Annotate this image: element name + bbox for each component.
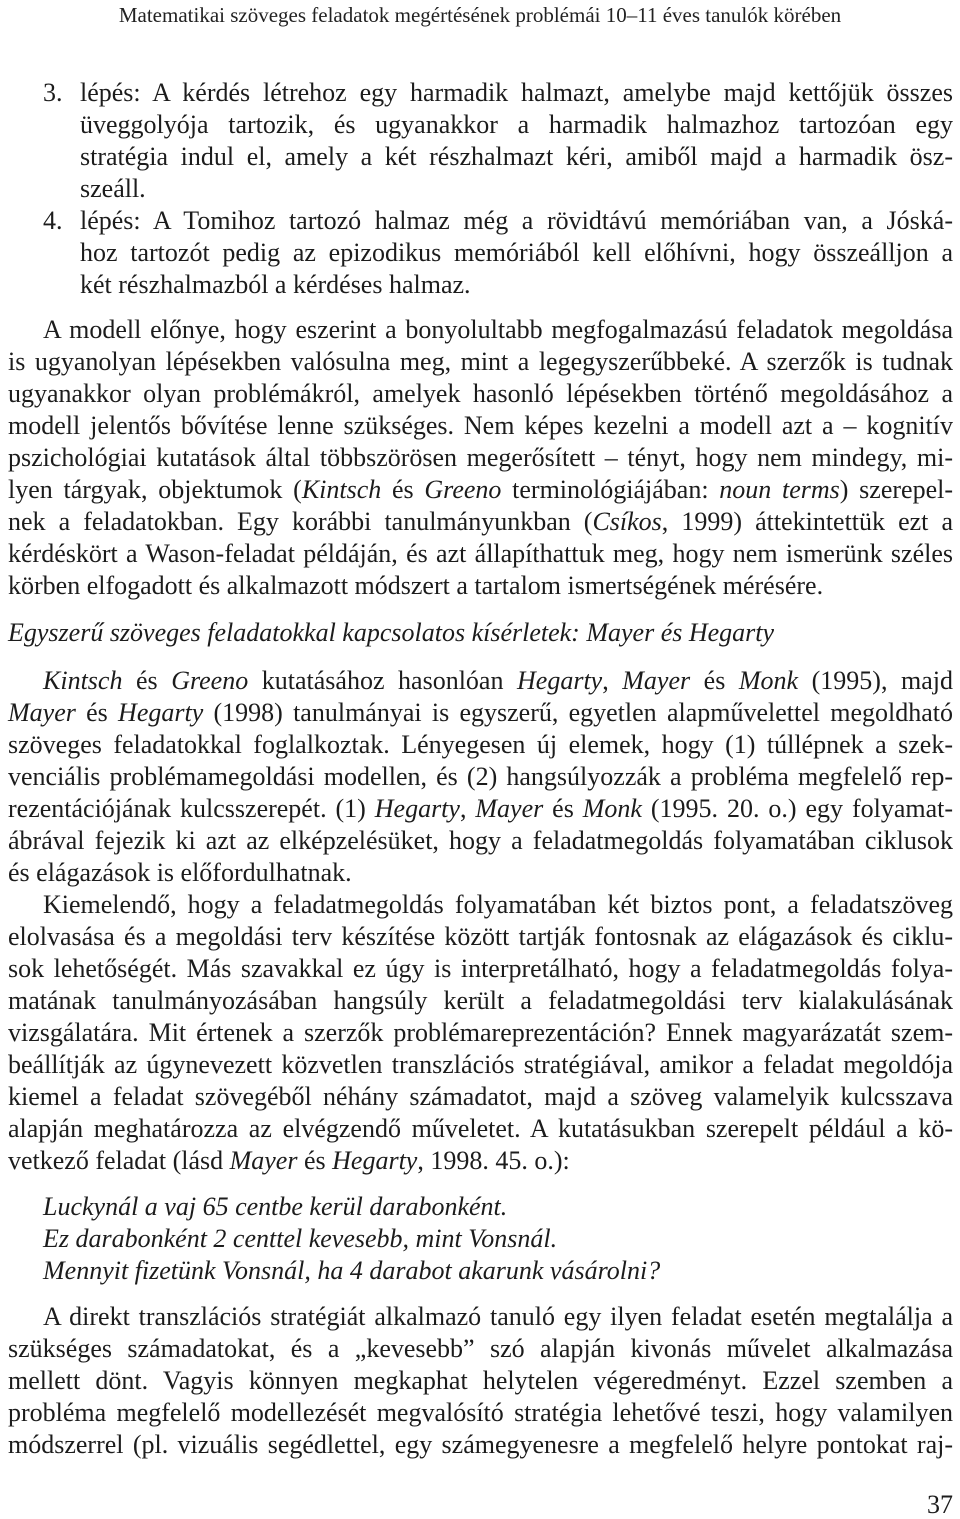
text-line <box>8 921 953 953</box>
text-line <box>8 570 953 602</box>
italic-term: Ez darabonként 2 centtel kevesebb, mint Vonsnál. <box>43 1224 558 1253</box>
italic-term: Mayer <box>622 666 691 695</box>
text-run: nek a feladatokban. Egy korábbi tanulmányunkban ( <box>8 507 593 536</box>
text-line <box>8 1081 953 1113</box>
text-run: stratégia indul el, amely a két részhalmazt kéri, amiből majd a harmadik ösz- <box>80 142 953 171</box>
text-run: és <box>297 1146 333 1175</box>
italic-term: Greeno <box>171 666 249 695</box>
text-line <box>80 205 953 237</box>
text-run: körben elfogadott és alkalmazott módszert a tartalom ismertségének mérésére. <box>8 571 824 600</box>
text-line <box>8 953 953 985</box>
text-line <box>8 1333 953 1365</box>
text-run: üveggolyója tartozik, és ugyanakkor a harmadik halmazhoz tartozóan egy <box>80 110 953 139</box>
italic-term: Csíkos <box>592 507 662 536</box>
text-run: lépés: A Tomihoz tartozó halmaz még a rövidtávú memóriában van, a Jóská- <box>80 206 953 235</box>
section-heading-text: Egyszerű szöveges feladatokkal kapcsolatos kísérletek: Mayer és Hegarty <box>8 618 775 647</box>
page-number: 37 <box>927 1490 953 1519</box>
text-line <box>80 109 953 141</box>
text-run: ábrával fejezik ki azt az elképzelésüket, hogy a feladatmegoldás folyamatában ciklusok <box>8 826 953 855</box>
text-line <box>8 1365 953 1397</box>
text-run: , <box>459 794 476 823</box>
text-run: terminológiájában: <box>501 475 720 504</box>
text-line <box>8 1113 953 1145</box>
text-run: elolvasása és a megoldási terv készítése között tartják fontosnak az elágazások és ciklu- <box>8 922 953 951</box>
text-line <box>80 237 953 269</box>
step-item-3 <box>8 77 953 205</box>
text-run: pszichológiai kutatások által többszörösen megerősített – tényt, hogy nem mindegy, mi- <box>8 443 953 472</box>
text-line <box>8 985 953 1017</box>
text-run: ugyanakkor olyan problémákról, amelyek hasonló lépésekben történő megoldásához a <box>8 379 953 408</box>
paragraph-highlights <box>8 889 953 1177</box>
italic-term: Mennyit fizetünk Vonsnál, ha 4 darabot akarunk vásárolni? <box>43 1256 661 1285</box>
step-text <box>80 205 953 301</box>
text-line <box>8 1145 953 1177</box>
example-word-problem <box>8 1191 953 1287</box>
text-line <box>8 378 953 410</box>
text-run: ) szerepel- <box>839 475 954 504</box>
text-run: kutatásához hasonlóan <box>248 666 518 695</box>
text-run: lyen tárgyak, objektumok ( <box>8 475 302 504</box>
text-run: Kiemelendő, hogy a feladatmegoldás folyamatában két biztos pont, a feladatszöveg <box>43 890 953 919</box>
text-run: és <box>690 666 739 695</box>
text-run: A direkt transzlációs stratégiát alkalmazó tanuló egy ilyen feladat esetén megtalálja a <box>43 1302 953 1331</box>
text-run: probléma megfelelő modellezését megvalósító stratégia lehetővé teszi, hogy valamilyen <box>8 1398 953 1427</box>
text-line <box>8 1429 953 1461</box>
text-run: , 1999) áttekintettük ezt a <box>661 507 953 536</box>
text-run: (1995), majd <box>798 666 953 695</box>
step-number: 4. <box>43 206 63 235</box>
text-run: szöveges feladatokkal foglalkoztak. Lényegesen új elemek, hogy (1) túllépnek a szek- <box>8 730 953 759</box>
italic-term: Luckynál a vaj 65 centbe kerül darabonként. <box>43 1192 508 1221</box>
italic-term: Kintsch <box>301 475 382 504</box>
text-run: modell jelentős bővítése lenne szükséges. Nem képes kezelni a modell azt a – kognitív <box>8 411 953 440</box>
text-run: és <box>543 794 583 823</box>
text-line <box>43 1191 953 1223</box>
text-line <box>8 410 953 442</box>
text-line <box>8 857 953 889</box>
text-run: , <box>602 666 623 695</box>
italic-term: Hegarty <box>517 666 603 695</box>
text-line <box>8 793 953 825</box>
text-line <box>8 729 953 761</box>
text-line <box>8 474 953 506</box>
text-line <box>80 269 953 301</box>
text-run: módszerrel (pl. vizuális segédlettel, egy számegyenesre a megfelelő helyre pontokat raj- <box>8 1430 953 1459</box>
italic-term: Hegarty <box>332 1146 418 1175</box>
text-line <box>80 141 953 173</box>
italic-term: Kintsch <box>43 666 123 695</box>
text-run: matának tanulmányozásában hangsúly került a feladatmegoldási terv kialakulásának <box>8 986 953 1015</box>
italic-term: Mayer <box>8 698 76 727</box>
text-line <box>8 506 953 538</box>
text-run: kiemel a feladat szövegéből néhány számadatot, majd a szöveg valamelyik kulcsszava <box>8 1082 953 1111</box>
text-line <box>8 761 953 793</box>
italic-term: Hegarty <box>118 698 204 727</box>
text-line <box>8 346 953 378</box>
text-run: rezentációjának kulcsszerepét. (1) <box>8 794 375 823</box>
text-run: (1995. 20. o.) egy folyamat- <box>641 794 954 823</box>
text-line <box>43 1223 953 1255</box>
text-run: alapján meghatározza az elvégzendő műveletet. A kutatásukban szerepelt például a kö- <box>8 1114 953 1143</box>
text-run: szükséges számadatokat, és a „kevesebb” szó alapján kivonás művelet alkalmazása <box>8 1334 953 1363</box>
text-line <box>8 825 953 857</box>
section-heading <box>8 617 953 649</box>
paragraph-mayer-hegarty <box>8 665 953 889</box>
paragraph-direct-translation <box>8 1301 953 1461</box>
text-run: vetkező feladat (lásd <box>8 1146 230 1175</box>
text-run: és <box>381 475 425 504</box>
text-run: és elágazások is előfordulhatnak. <box>8 858 352 887</box>
step-item-4 <box>8 205 953 301</box>
page-body <box>8 77 953 1461</box>
text-run: beállítják az úgynevezett közvetlen transzlációs stratégiával, amikor a feladat megoldója <box>8 1050 953 1079</box>
italic-term: Mayer <box>475 794 544 823</box>
step-text <box>80 77 953 205</box>
text-run: sok lehetőségét. Más szavakkal ez úgy is interpretálható, hogy a feladatmegoldás folya- <box>8 954 953 983</box>
text-run: lépés: A kérdés létrehoz egy harmadik halmazt, amelybe majd kettőjük összes <box>80 78 953 107</box>
italic-term: Hegarty <box>374 794 460 823</box>
text-line <box>80 173 953 205</box>
text-line <box>8 1301 953 1333</box>
italic-term: Monk <box>738 666 799 695</box>
step-number: 3. <box>43 78 63 107</box>
italic-term: noun terms <box>719 475 840 504</box>
text-run: szeáll. <box>80 174 146 203</box>
text-run: kérdéskört a Wason-feladat példáján, és azt állapíthattuk meg, hogy nem ismerünk széles <box>8 539 953 568</box>
text-line <box>8 1049 953 1081</box>
text-line <box>8 538 953 570</box>
text-line <box>43 1255 953 1287</box>
text-line <box>8 665 953 697</box>
paragraph-model-advantage <box>8 314 953 602</box>
text-line <box>8 889 953 921</box>
text-line <box>8 697 953 729</box>
running-header: Matematikai szöveges feladatok megértésének problémái 10–11 éves tanulók körében <box>118 3 842 27</box>
text-run: vizsgálatára. Mit értenek a szerzők problémareprezentáción? Ennek magyarázatát szem- <box>8 1018 953 1047</box>
text-line <box>80 77 953 109</box>
italic-term: Monk <box>582 794 642 823</box>
text-run: venciális problémamegoldási modellen, és (2) hangsúlyozzák a probléma megfelelő rep- <box>8 762 953 791</box>
text-run: , 1998. 45. o.): <box>417 1146 570 1175</box>
italic-term: Mayer <box>229 1146 298 1175</box>
text-run: és <box>75 698 119 727</box>
italic-term: Greeno <box>424 475 502 504</box>
text-run: két részhalmazból a kérdéses halmaz. <box>80 270 471 299</box>
text-run: (1998) tanulmányai is egyszerű, egyetlen alapművelettel megoldható <box>203 698 953 727</box>
text-line <box>8 442 953 474</box>
text-run: is ugyanolyan lépésekben valósulna meg, mint a legegyszerűbbeké. A szerzők is tudnak <box>8 347 953 376</box>
text-line <box>8 1017 953 1049</box>
text-line <box>8 314 953 346</box>
text-run: és <box>122 666 172 695</box>
text-run: mellett dönt. Vagyis könnyen megkaphat helytelen végeredményt. Ezzel szemben a <box>8 1366 953 1395</box>
text-run: A modell előnye, hogy eszerint a bonyolultabb megfogalmazású feladatok megoldása <box>43 315 953 344</box>
text-run: hoz tartozót pedig az epizodikus memóriából kell előhívni, hogy összeálljon a <box>80 238 953 267</box>
text-line <box>8 1397 953 1429</box>
